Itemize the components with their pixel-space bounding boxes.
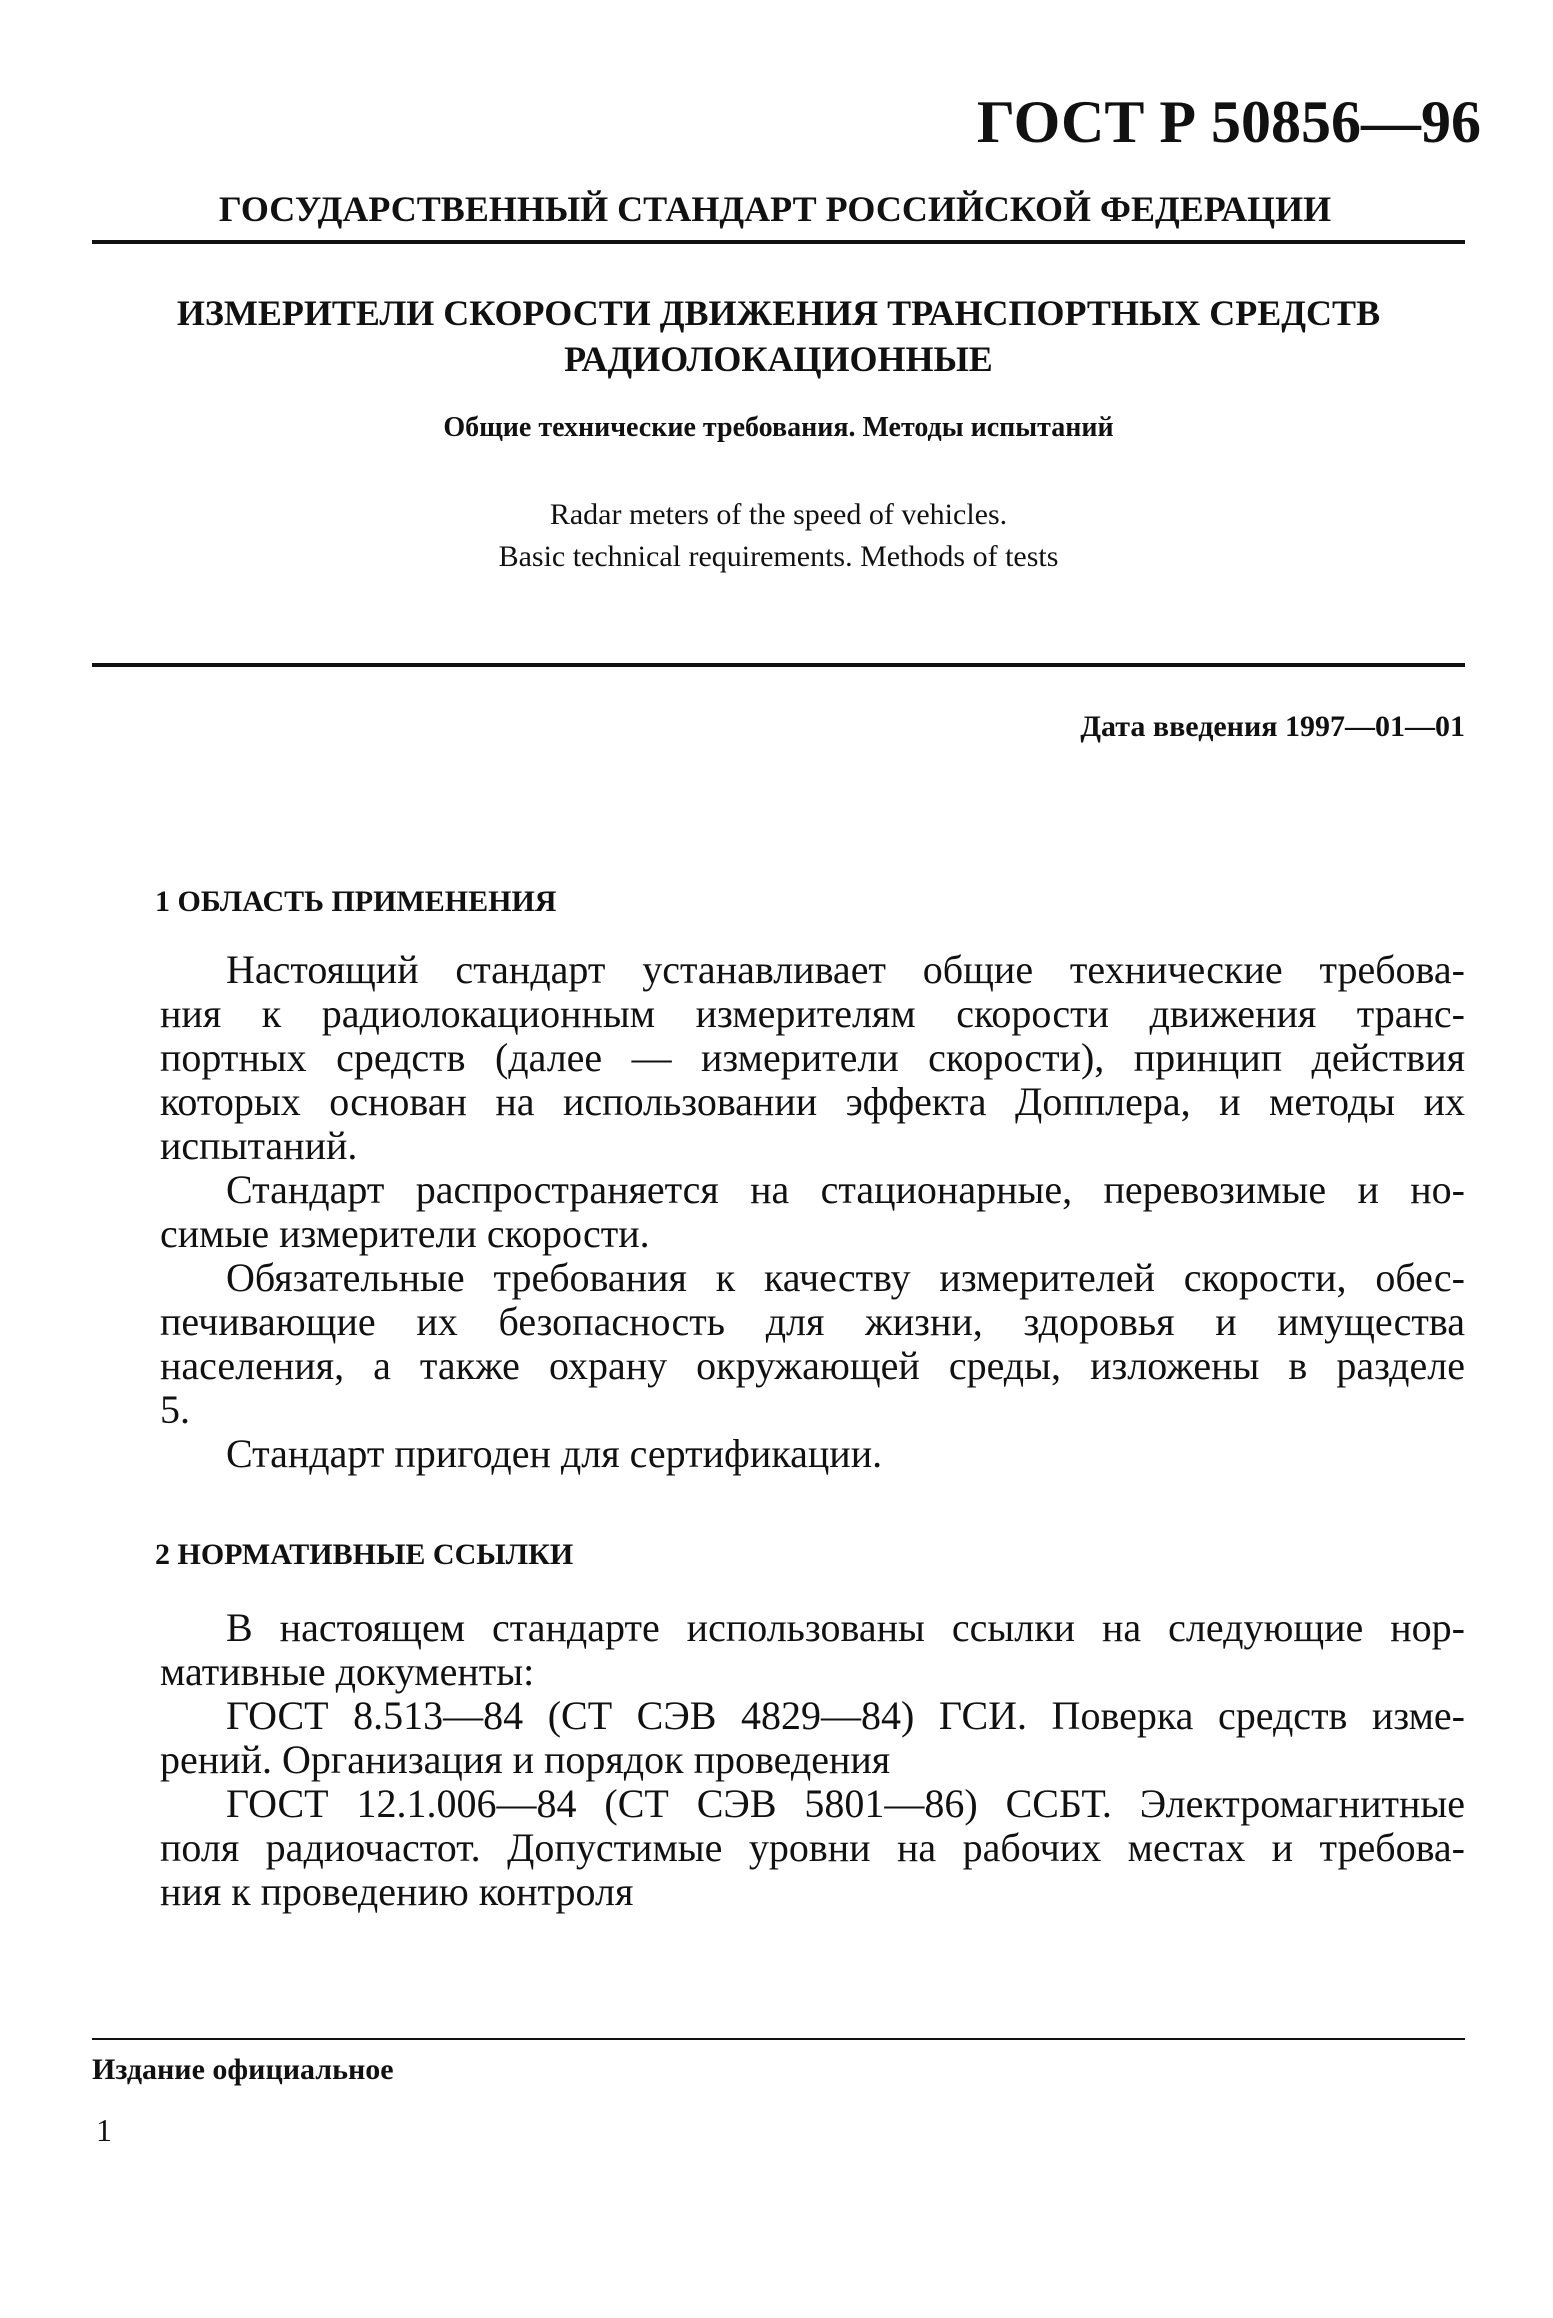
- section-2-line: ГОСТ 12.1.006—84 (СТ СЭВ 5801—86) ССБТ. Электромагнитные: [226, 1781, 1465, 1826]
- section-1-line: испытаний.: [160, 1123, 358, 1168]
- footer-divider: [92, 2038, 1465, 2040]
- section-2-line: поля радиочастот. Допустимые уровни на рабочих местах и требова-: [160, 1825, 1465, 1870]
- section-2-heading: 2 НОРМАТИВНЫЕ ССЫЛКИ: [155, 1538, 574, 1571]
- section-2-line: ния к проведению контроля: [160, 1869, 634, 1914]
- document-title: [92, 290, 1465, 382]
- section-2-line: рений. Организация и порядок проведения: [160, 1737, 891, 1782]
- section-1-body: [160, 948, 1465, 1476]
- document-number: ГОСТ Р 50856—96: [976, 89, 1481, 155]
- section-1-line: населения, а также охрану окружающей среды, изложены в разделе: [160, 1343, 1465, 1388]
- page-number: 1: [96, 2112, 112, 2148]
- title-line-1: ИЗМЕРИТЕЛИ СКОРОСТИ ДВИЖЕНИЯ ТРАНСПОРТНЫХ СРЕДСТВ: [176, 293, 1381, 333]
- document-subtitle: Общие технические требования. Методы испытаний: [443, 412, 1114, 443]
- edition-label: Издание официальное: [92, 2053, 394, 2086]
- section-1-line: 5.: [160, 1387, 190, 1432]
- middle-divider: [92, 663, 1465, 667]
- section-1-line: симые измерители скорости.: [160, 1211, 650, 1256]
- section-1-heading: 1 ОБЛАСТЬ ПРИМЕНЕНИЯ: [155, 885, 557, 918]
- section-2-body: [160, 1606, 1465, 1914]
- english-title: [92, 494, 1465, 578]
- section-1-line: Стандарт распространяется на стационарные, перевозимые и но-: [226, 1167, 1465, 1212]
- section-1-line: Обязательные требования к качеству измерителей скорости, обес-: [226, 1255, 1465, 1300]
- english-title-line-1: Radar meters of the speed of vehicles.: [549, 498, 1008, 531]
- section-1-line: Настоящий стандарт устанавливает общие технические требова-: [226, 947, 1465, 992]
- title-line-2: РАДИОЛОКАЦИОННЫЕ: [564, 339, 993, 379]
- section-1-line: ния к радиолокационным измерителям скорости движения транс-: [160, 991, 1465, 1036]
- section-2-line: ГОСТ 8.513—84 (СТ СЭВ 4829—84) ГСИ. Поверка средств изме-: [226, 1693, 1465, 1738]
- section-1-line: портных средств (далее — измерители скорости), принцип действия: [160, 1035, 1465, 1080]
- section-2-line: мативные документы:: [160, 1649, 535, 1694]
- section-1-line: которых основан на использовании эффекта Допплера, и методы их: [160, 1079, 1465, 1124]
- english-title-line-2: Basic technical requirements. Methods of tests: [498, 540, 1059, 573]
- section-1-line: печивающие их безопасность для жизни, здоровья и имущества: [160, 1299, 1465, 1344]
- top-divider: [92, 240, 1465, 244]
- state-standard-heading: ГОСУДАРСТВЕННЫЙ СТАНДАРТ РОССИЙСКОЙ ФЕДЕРАЦИИ: [218, 189, 1332, 229]
- introduction-date: Дата введения 1997—01—01: [1080, 710, 1465, 743]
- section-1-line: Стандарт пригоден для сертификации.: [226, 1431, 883, 1476]
- section-2-line: В настоящем стандарте использованы ссылки на следующие нор-: [226, 1605, 1465, 1650]
